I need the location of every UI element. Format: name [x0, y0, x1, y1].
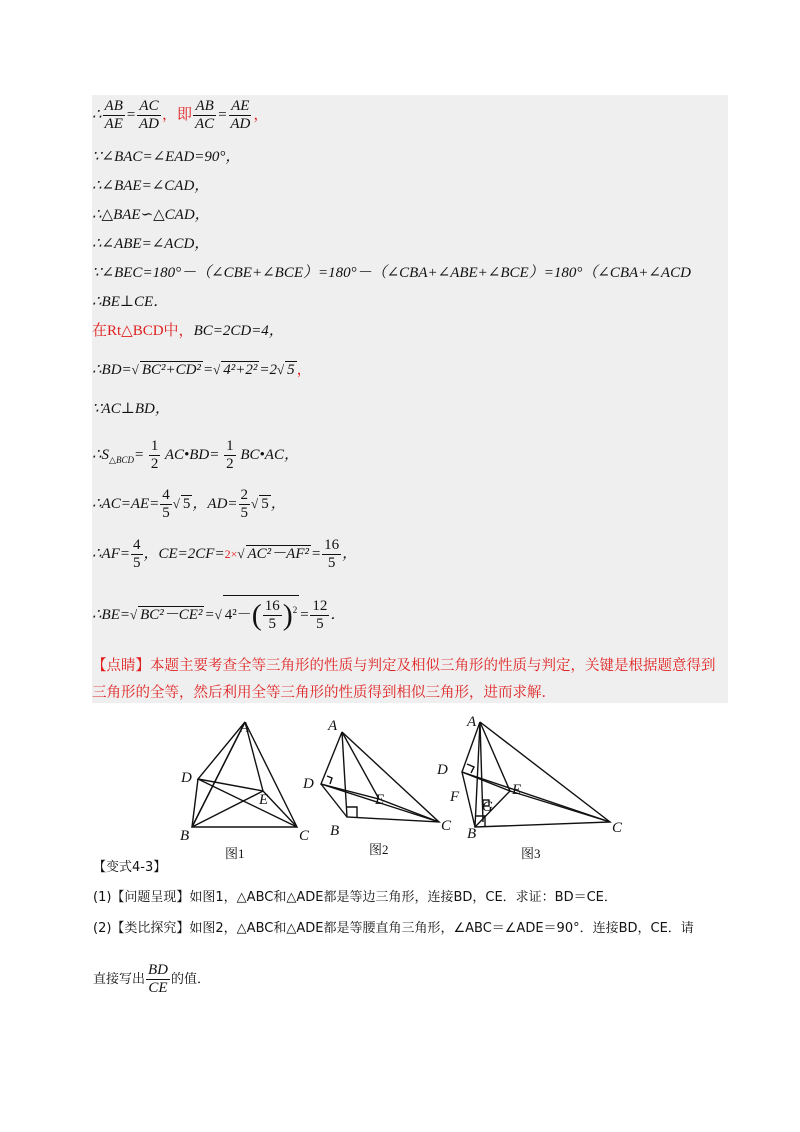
variant-title: 【变式4-3】	[93, 860, 167, 875]
key-point-note: 【点睛】本题主要考查全等三角形的性质与判定及相似三角形的性质与判定，关键是根据题意得到三角形的全等，然后利用全等三角形的性质得到相似三角形，进而求解．	[92, 658, 716, 701]
question-2-continued: 直接写出 $\frac{BD}{CE}$ 的值．	[93, 962, 211, 996]
label-b: B	[180, 828, 190, 844]
label-c: C	[441, 818, 452, 834]
label-a: A	[328, 718, 338, 734]
question-2: (2)【类比探究】如图2，△ABC和△ADE都是等腰直角三角形，∠ABC＝∠ADE＝90°．连接BD，CE．请	[93, 921, 694, 936]
caption-fig3: 图3	[521, 846, 541, 861]
fraction: $\frac{1}{2}$	[226, 438, 234, 472]
solution-line-2: ∵∠BAC=∠EAD=90°，	[92, 149, 241, 165]
fig2-triangle-ade	[321, 732, 379, 799]
fraction: $\frac{12}{5}$	[312, 598, 328, 632]
label-d: D	[303, 776, 314, 792]
solution-line-14: ∴BE=√ BC²－CE² =√ 4²－( $\frac{16}{5}$ )$^2$ = $\frac{12}{5}$ ．	[92, 595, 345, 633]
solution-line-13: ∴AF= $\frac{4}{5}$ ，CE=2CF=2×√ AC²－AF² = $\frac{16}{5}$ ，	[92, 537, 358, 571]
solution-line-4: ∴△BAE∽△CAD，	[92, 207, 210, 223]
fraction: $\frac{AE}{AD}$	[230, 98, 251, 132]
label-d: D	[181, 770, 192, 786]
solution-line-8: 在Rt△BCD中，BC=2CD=4，	[92, 323, 284, 339]
geometry-figures	[165, 712, 645, 862]
caption-fig1: 图1	[225, 846, 245, 861]
fraction: $\frac{AC}{AD}$	[139, 98, 159, 132]
fraction: $\frac{2}{5}$	[240, 487, 249, 521]
fig1-triangle-ade	[198, 722, 263, 791]
fraction: $\frac{16}{5}$	[324, 537, 340, 571]
solution-line-5: ∴∠ABE=∠ACD，	[92, 236, 210, 252]
label-c: C	[299, 828, 310, 844]
label-b: B	[467, 826, 477, 842]
label-d: D	[437, 762, 448, 778]
fraction: $\frac{16}{5}$	[264, 598, 280, 632]
solution-block	[92, 95, 728, 703]
label-g: G	[482, 799, 493, 815]
label-a: A	[240, 720, 250, 736]
fraction-bd-ce: $\frac{BD}{CE}$	[148, 962, 169, 996]
fig3-triangle-abc	[475, 722, 610, 827]
fraction: $\frac{AB}{AC}$	[195, 98, 215, 132]
fraction: $\frac{4}{5}$	[133, 537, 141, 571]
label-c: C	[612, 820, 623, 836]
label-f: F	[450, 789, 460, 805]
label-e: E	[375, 792, 385, 808]
solution-line-3: ∴∠BAE=∠CAD，	[92, 178, 210, 194]
label-e: E	[259, 792, 269, 808]
solution-line-6: ∵∠BEC=180°－（∠CBE+∠BCE）=180°－（∠CBA+∠ABE+∠BCE）=180°（∠CBA+∠ACD	[92, 265, 691, 281]
label-b: B	[330, 823, 340, 839]
caption-fig2: 图2	[369, 842, 389, 857]
solution-line-1: ∴ $\frac{AB}{AE}$ = $\frac{AC}{AD}$ ，即 $\frac{AB}{AC}$ = $\frac{AE}{AD}$ ，	[92, 98, 269, 132]
solution-line-12: ∴AC=AE= $\frac{4}{5}$ √ 5 ，AD= $\frac{2}{5}$ √ 5 ，	[92, 487, 286, 521]
fraction: $\frac{1}{2}$	[150, 438, 159, 472]
question-1: (1)【问题呈现】如图1，△ABC和△ADE都是等边三角形，连接BD，CE．求证：BD＝CE．	[93, 890, 617, 905]
solution-line-9: ∴BD=√ BC²+CD² =√ 4²+2² =2√ 5 ，	[92, 362, 312, 378]
solution-line-11: $\therefore S_{\triangle BCD}=$ $\frac{1}{2}$ AC•BD= $\frac{1}{2}$ BC•AC，	[92, 438, 299, 472]
solution-line-7: ∴BE⊥CE．	[92, 294, 169, 310]
fraction: $\frac{4}{5}$	[162, 487, 170, 521]
fraction: $\frac{AB}{AE}$	[104, 98, 123, 132]
label-e: E	[512, 782, 522, 798]
solution-line-10: ∵AC⊥BD，	[92, 401, 170, 417]
label-a: A	[467, 714, 477, 730]
